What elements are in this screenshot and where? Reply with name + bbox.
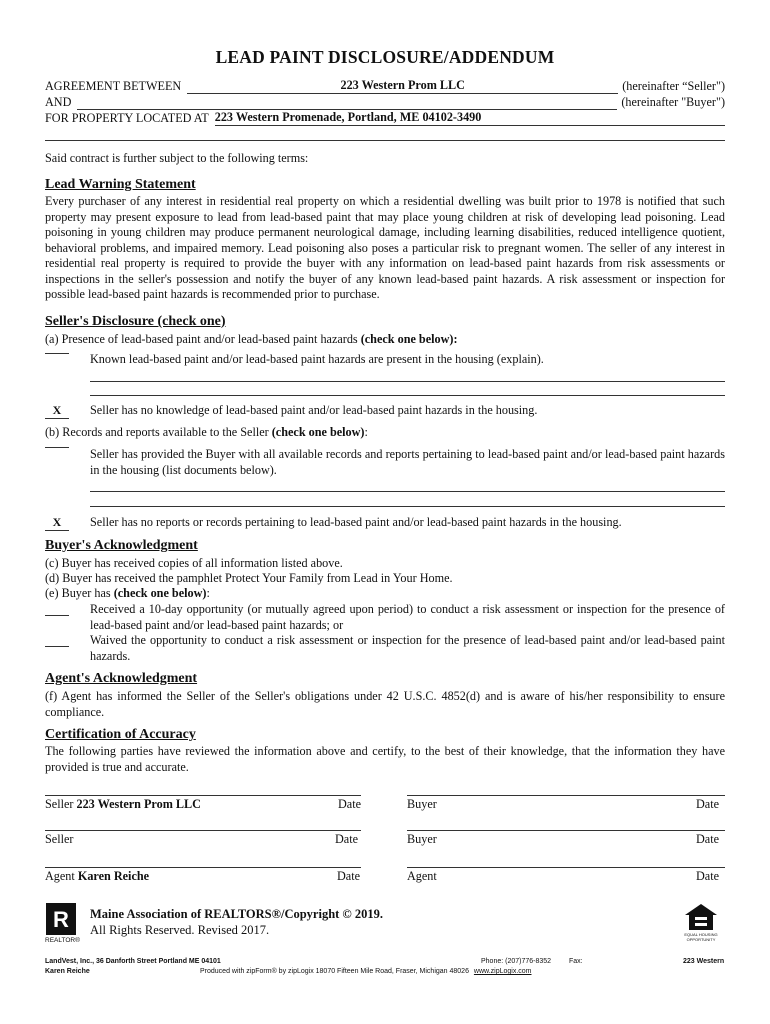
agreement-buyer-row [45,94,725,110]
agent-ack-heading: Agent's Acknowledgment [45,671,198,686]
b2-checkbox[interactable]: X [45,515,69,531]
b1-list-line-2[interactable] [90,506,725,507]
item-e-instruction: (check one below) [113,586,207,600]
footer-phone: Phone: (207)776-8352 [481,958,552,965]
section-b-text: (b) Records and reports available to the Seller [45,425,269,439]
item-f: (f) Agent has informed the Seller of the Seller's obligations under 42 U.S.C. 4852(d) and is aware of his/her responsibility to ensure compliance. [45,689,725,719]
rights-reserved: All Rights Reserved. Revised 2017. [90,923,270,937]
realtor-caption: REALTOR® [45,937,80,944]
a1-text: Known lead-based paint and/or lead-based paint hazards are present in the housing (explain). [90,352,544,366]
a1-checkbox[interactable] [45,353,69,354]
seller1-label: Seller [45,797,74,811]
buyer1-date-label: Date [696,797,720,811]
seller2-label: Seller [45,832,74,846]
buyer2-signature-line[interactable] [407,830,725,831]
certification-body: The following parties have reviewed the information above and certify, to the best of their knowledge, that the information they have provided is true and accurate. [45,744,725,774]
a1-explain-line-2[interactable] [90,395,725,396]
agreement-between-label: AGREEMENT BETWEEN [45,79,182,93]
buyer1-label: Buyer [407,797,437,811]
agreement-seller-row [45,78,725,94]
a2-checkbox[interactable]: X [45,403,69,419]
buyer1-signature-line[interactable] [407,795,725,796]
lead-warning-body: Every purchaser of any interest in residential real property on which a residential dwelling was built prior to 1978 is notified that such property may present exposure to lead from lead-based paint that may place young children at risk of developing lead poisoning. Lead poisoning in young children may produce permanent neurological damage, including learning disabilities, reduced intelligence quotient, behavioral problems, and impaired memory. Lead poisoning also poses a particular risk to pregnant women. The seller of any interest in residential real property is required to provide the buyer with any information on lead-based paint hazards from risk assessments or inspections in the seller's possession and notify the buyer of any known lead-based paint hazards. A risk assessment or inspection for possible lead-based paint hazards is recommended prior to purchase. [45,194,725,301]
agent2-date-label: Date [696,869,720,883]
agent2-label: Agent [407,869,437,883]
footer-agent: Karen Reiche [45,968,90,975]
seller-disclosure-heading: Seller's Disclosure (check one) [45,314,226,329]
e2-checkbox[interactable] [45,634,69,647]
realtor-logo-icon [45,902,77,936]
e1-checkbox[interactable] [45,603,69,616]
item-c: (c) Buyer has received copies of all information listed above. [45,556,343,570]
b1-text: Seller has provided the Buyer with all available records and reports pertaining to lead-based paint and/or lead-based paint hazards in the housing (list documents below). [90,447,725,477]
agent1-name: Karen Reiche [77,869,150,883]
equal-housing-icon [684,903,718,931]
agent1-signature [45,869,149,885]
seller1-signature-line[interactable] [45,795,361,796]
b2-text: Seller has no reports or records pertaining to lead-based paint and/or lead-based paint hazards in the housing. [90,515,622,529]
eho-caption: EQUAL HOUSING OPPORTUNITY [684,932,718,942]
org-copyright: Maine Association of REALTORS®/Copyright © 2019. [90,907,384,921]
footer-fax: Fax: [569,958,583,965]
property-extra-line [45,140,725,141]
section-b-instruction: (check one below) [271,425,365,439]
item-e-text: (e) Buyer has [45,586,111,600]
property-label: FOR PROPERTY LOCATED AT [45,111,209,125]
and-label: AND [45,95,72,109]
seller1-signature [45,797,201,813]
buyer2-label: Buyer [407,832,437,846]
b1-checkbox[interactable] [45,447,69,448]
lead-warning-heading: Lead Warning Statement [45,177,196,192]
seller-name-field[interactable]: 223 Western Prom LLC [187,78,618,94]
footer-produced-by [200,968,532,975]
seller1-name: 223 Western Prom LLC [76,797,201,811]
a2-text: Seller has no knowledge of lead-based paint and/or lead-based paint hazards in the housing. [90,403,538,417]
item-d: (d) Buyer has received the pamphlet Protect Your Family from Lead in Your Home. [45,571,453,585]
section-a-title [45,332,458,348]
agent1-signature-line[interactable] [45,867,361,868]
footer-website-link[interactable]: www.zipLogix.com [473,968,532,975]
footer-company: LandVest, Inc., 36 Danforth Street Portland ME 04101 [45,958,221,965]
e2-text: Waived the opportunity to conduct a risk assessment or inspection for the presence of lead-based paint and/or lead-based paint hazards. [90,633,725,663]
a1-explain-line-1[interactable] [90,381,725,382]
buyer-hereinafter: (hereinafter "Buyer") [621,95,725,109]
contract-note: Said contract is further subject to the following terms: [45,151,309,165]
property-row [45,110,725,126]
seller2-signature-line[interactable] [45,830,361,831]
buyer-ack-heading: Buyer's Acknowledgment [45,538,198,553]
agent2-signature-line[interactable] [407,867,725,868]
section-b-colon: : [364,425,368,439]
agent1-date-label: Date [337,869,361,883]
section-a-text: (a) Presence of lead-based paint and/or lead-based paint hazards [45,332,358,346]
item-e-title [45,586,210,602]
property-address-field[interactable]: 223 Western Promenade, Portland, ME 04102-3490 [215,110,725,126]
section-a-instruction: (check one below): [360,332,458,346]
buyer-name-field[interactable] [77,94,617,110]
e1-text: Received a 10-day opportunity (or mutually agreed upon period) to conduct a risk assessment or inspection for the presence of lead-based paint and/or lead-based paint hazards; or [90,602,725,632]
footer-produced-text: Produced with zipForm® by zipLogix 18070 Fifteen Mile Road, Fraser, Michigan 48026 [200,968,469,975]
item-e-colon: : [206,586,210,600]
realtor-logo-letter: R [53,907,69,932]
b1-list-line-1[interactable] [90,491,725,492]
agent1-label: Agent [45,869,75,883]
footer-file-name: 223 Western [683,958,725,965]
seller1-date-label: Date [338,797,362,811]
certification-heading: Certification of Accuracy [45,727,196,742]
seller2-date-label: Date [335,832,359,846]
page-title: LEAD PAINT DISCLOSURE/ADDENDUM [215,47,555,67]
buyer2-date-label: Date [696,832,720,846]
section-b-title [45,425,368,441]
seller-hereinafter: (hereinafter “Seller") [622,79,725,93]
